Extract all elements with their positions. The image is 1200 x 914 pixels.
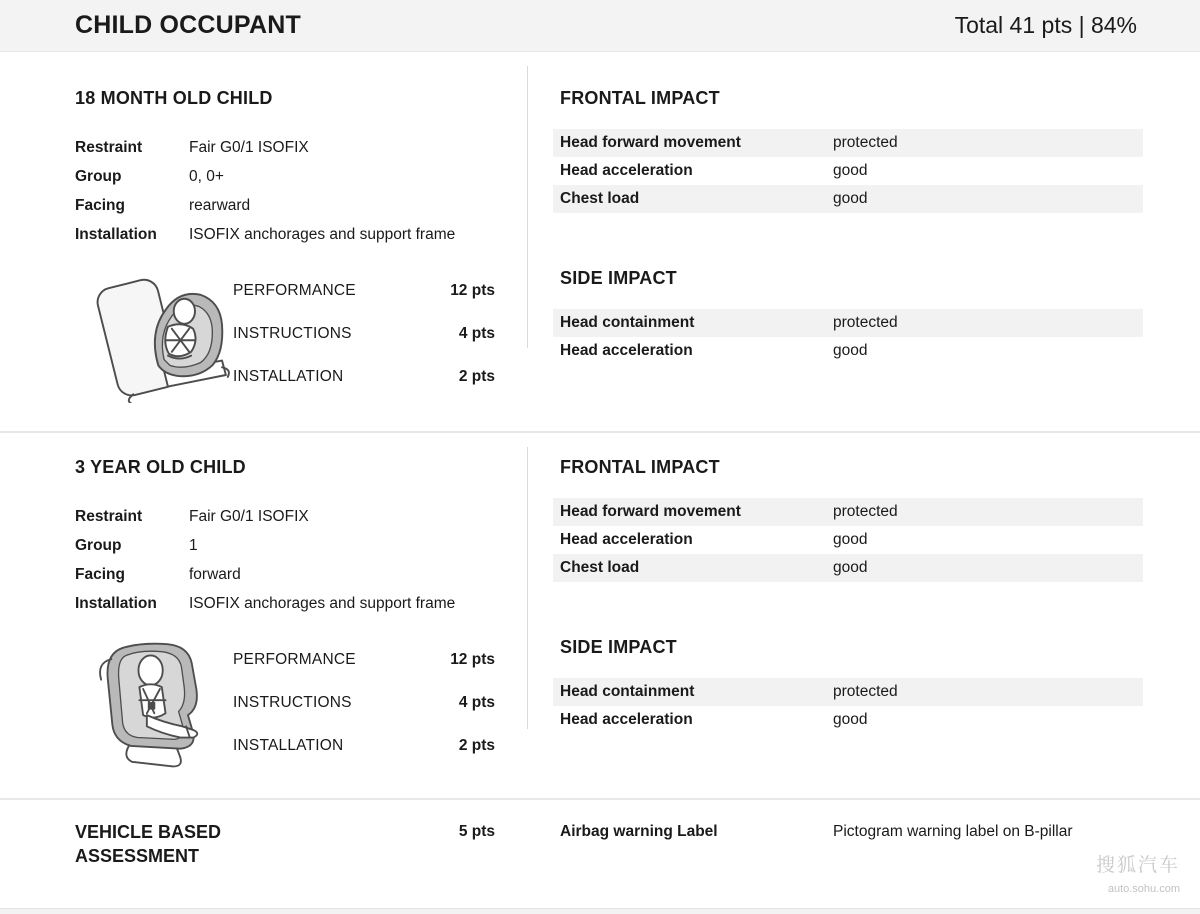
- side-impact-table: [553, 268, 1143, 365]
- impact-value: protected: [833, 503, 898, 520]
- score-row: [233, 638, 495, 681]
- detail-value: ISOFIX anchorages and support frame: [189, 226, 456, 243]
- vehicle-assessment-footer: [0, 800, 1200, 868]
- score-value: 2 pts: [458, 367, 495, 385]
- detail-value: ISOFIX anchorages and support frame: [189, 595, 456, 612]
- impact-row: [553, 554, 1143, 582]
- impact-row: [553, 129, 1143, 157]
- impact-label: Chest load: [560, 190, 640, 207]
- detail-label: Group: [75, 537, 122, 554]
- section-heading: 18 MONTH OLD CHILD: [75, 88, 273, 108]
- detail-label: Facing: [75, 566, 125, 583]
- score-row: [233, 355, 495, 398]
- impact-value: good: [833, 531, 868, 548]
- score-value: 4 pts: [458, 324, 495, 342]
- bottom-bar: [0, 908, 1200, 914]
- impact-row: [553, 526, 1143, 554]
- score-row: [233, 681, 495, 724]
- detail-value: rearward: [189, 197, 251, 214]
- child-section-3-year: [0, 433, 1200, 798]
- impact-rows: [553, 678, 1143, 734]
- impact-rows: [553, 129, 1143, 213]
- airbag-warning-value: Pictogram warning label on B-pillar: [833, 823, 1073, 840]
- score-row: [233, 269, 495, 312]
- impact-label: Head forward movement: [560, 503, 741, 520]
- airbag-warning-row: [560, 820, 1073, 868]
- detail-row: [75, 531, 495, 560]
- vehicle-assessment-label: VEHICLE BASED ASSESSMENT: [75, 822, 222, 866]
- impact-label: Head acceleration: [560, 162, 693, 179]
- total-score: Total 41 pts | 84%: [954, 12, 1137, 38]
- score-label: INSTALLATION: [233, 367, 344, 385]
- impact-value: protected: [833, 683, 898, 700]
- impact-row: [553, 157, 1143, 185]
- score-label: INSTALLATION: [233, 736, 344, 754]
- detail-row: [75, 560, 495, 589]
- forward-child-seat-icon: [89, 632, 229, 774]
- detail-row: [75, 162, 495, 191]
- score-label: PERFORMANCE: [233, 281, 356, 299]
- impact-label: Head containment: [560, 314, 695, 331]
- detail-value: 1: [189, 537, 198, 554]
- detail-label: Installation: [75, 226, 157, 243]
- detail-row: [75, 220, 495, 249]
- seat-illustration-wrap: [75, 263, 233, 408]
- sohu-watermark: [1096, 852, 1180, 897]
- detail-row: [75, 133, 495, 162]
- column-divider: [527, 447, 528, 729]
- airbag-warning-label: Airbag warning Label: [560, 823, 718, 840]
- impact-results-column: [553, 433, 1143, 798]
- seat-and-scores: [75, 632, 495, 779]
- impact-results-column: [553, 52, 1143, 431]
- child-details-column: [0, 52, 495, 431]
- impact-row: [553, 337, 1143, 365]
- child-details-column: [0, 433, 495, 798]
- score-list: [233, 263, 495, 408]
- frontal-impact-table: [553, 457, 1143, 582]
- detail-row: [75, 589, 495, 618]
- impact-row: [553, 185, 1143, 213]
- score-row: [233, 724, 495, 767]
- header-bar: [0, 0, 1200, 52]
- detail-value: 0, 0+: [189, 168, 224, 185]
- detail-row: [75, 502, 495, 531]
- side-impact-table: [553, 637, 1143, 734]
- impact-row: [553, 706, 1143, 734]
- impact-label: Chest load: [560, 559, 640, 576]
- score-value: 12 pts: [450, 650, 495, 668]
- watermark-site: auto.sohu.com: [1107, 882, 1180, 895]
- impact-value: good: [833, 190, 868, 207]
- impact-section-heading: FRONTAL IMPACT: [560, 88, 720, 108]
- impact-label: Head acceleration: [560, 342, 693, 359]
- impact-row: [553, 498, 1143, 526]
- impact-section-heading: FRONTAL IMPACT: [560, 457, 720, 477]
- rearward-child-seat-icon: [75, 263, 230, 403]
- score-value: 2 pts: [458, 736, 495, 754]
- impact-value: good: [833, 162, 868, 179]
- impact-value: protected: [833, 314, 898, 331]
- score-row: [233, 312, 495, 355]
- frontal-impact-table: [553, 88, 1143, 213]
- score-label: INSTRUCTIONS: [233, 324, 352, 342]
- detail-label: Facing: [75, 197, 125, 214]
- impact-label: Head forward movement: [560, 134, 741, 151]
- score-value: 12 pts: [450, 281, 495, 299]
- impact-value: protected: [833, 134, 898, 151]
- impact-label: Head acceleration: [560, 531, 693, 548]
- impact-value: good: [833, 711, 868, 728]
- restraint-details: [75, 502, 495, 618]
- detail-label: Group: [75, 168, 122, 185]
- section-heading: 3 YEAR OLD CHILD: [75, 457, 246, 477]
- seat-illustration-wrap: [75, 632, 233, 779]
- impact-value: good: [833, 342, 868, 359]
- impact-label: Head acceleration: [560, 711, 693, 728]
- page-title: CHILD OCCUPANT: [75, 11, 301, 39]
- detail-label: Installation: [75, 595, 157, 612]
- detail-value: forward: [189, 566, 241, 583]
- seat-and-scores: [75, 263, 495, 408]
- impact-section-heading: SIDE IMPACT: [560, 268, 677, 288]
- impact-row: [553, 678, 1143, 706]
- score-label: INSTRUCTIONS: [233, 693, 352, 711]
- detail-label: Restraint: [75, 508, 143, 525]
- child-section-18-month: [0, 52, 1200, 431]
- impact-rows: [553, 498, 1143, 582]
- impact-value: good: [833, 559, 868, 576]
- detail-row: [75, 191, 495, 220]
- vehicle-assessment-points: 5 pts: [458, 823, 495, 840]
- watermark-brand: 搜狐汽车: [1095, 855, 1180, 876]
- restraint-details: [75, 133, 495, 249]
- impact-rows: [553, 309, 1143, 365]
- detail-value: Fair G0/1 ISOFIX: [189, 139, 309, 156]
- column-divider: [527, 66, 528, 348]
- impact-section-heading: SIDE IMPACT: [560, 637, 677, 657]
- score-list: [233, 632, 495, 779]
- detail-value: Fair G0/1 ISOFIX: [189, 508, 309, 525]
- impact-label: Head containment: [560, 683, 695, 700]
- detail-label: Restraint: [75, 139, 143, 156]
- score-value: 4 pts: [458, 693, 495, 711]
- impact-row: [553, 309, 1143, 337]
- score-label: PERFORMANCE: [233, 650, 356, 668]
